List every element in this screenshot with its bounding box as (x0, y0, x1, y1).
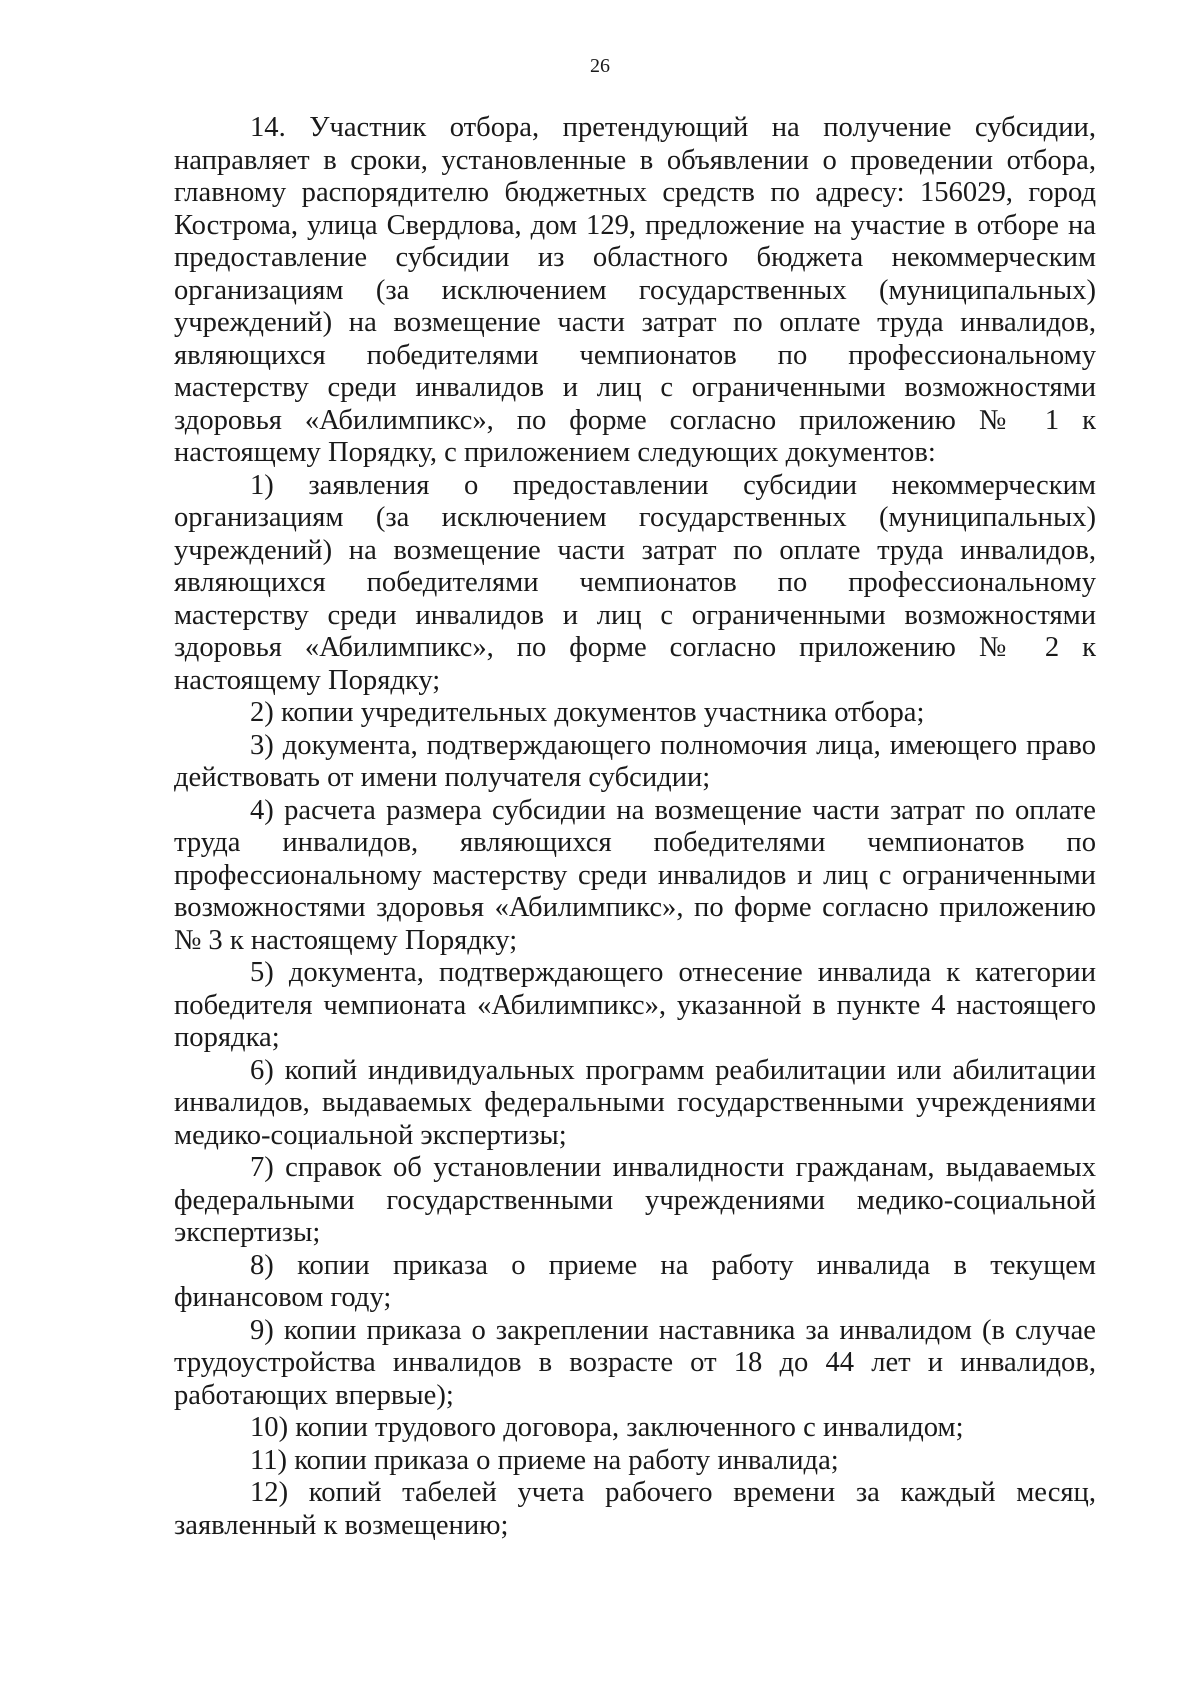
document-body (174, 112, 1096, 1542)
list-item-9: 9) копии приказа о закреплении наставника за инвалидом (в случае трудоустройства инвалидов в возрасте от 18 до 44 лет и инвалидов, работающих впервые); (174, 1314, 1096, 1411)
list-item-10: 10) копии трудового договора, заключенного с инвалидом; (250, 1412, 964, 1443)
list-item-11: 11) копии приказа о приеме на работу инвалида; (250, 1444, 839, 1476)
list-item-1: 1) заявления о предоставлении субсидии некоммерческим организациям (за исключением государственных (муниципальных) учреждений) на возмещение части затрат по оплате труда инвалидов, являющихся победителями чемпионатов по профессиональному мастерству среди инвалидов и лиц с ограниченными возможностями здоровья «Абилимпикс», по форме согласно приложению № 2 к настоящему Порядку; (174, 469, 1096, 696)
list-item-7: 7) справок об установлении инвалидности гражданам, выдаваемых федеральными государственными учреждениями медико-социальной экспертизы; (174, 1152, 1096, 1248)
list-item-12: 12) копий табелей учета рабочего времени за каждый месяц, заявленный к возмещению; (174, 1477, 1096, 1541)
paragraph-clause-14: 14. Участник отбора, претендующий на получение субсидии, направляет в сроки, установленные в объявлении о проведении отбора, главному распорядителю бюджетных средств по адресу: 156029, город Кострома, улица Свердлова, дом 129, предложение на участие в отборе на предоставление субсидии из областного бюджета некоммерческим организациям (за исключением государственных (муниципальных) учреждений) на возмещение части затрат по оплате труда инвалидов, являющихся победителями чемпионатов по профессиональному мастерству среди инвалидов и лиц с ограниченными возможностями здоровья «Абилимпикс», по форме согласно приложению № 1 к настоящему Порядку, с приложением следующих документов: (174, 112, 1096, 468)
list-item-2: 2) копии учредительных документов участника отбора; (250, 697, 925, 728)
list-item-4: 4) расчета размера субсидии на возмещение части затрат по оплате труда инвалидов, являющихся победителями чемпионатов по профессиональному мастерству среди инвалидов и лиц с ограниченными возможностями здоровья «Абилимпикс», по форме согласно приложению № 3 к настоящему Порядку; (174, 794, 1096, 956)
list-item-6: 6) копий индивидуальных программ реабилитации или абилитации инвалидов, выдаваемых федеральными государственными учреждениями медико-социальной экспертизы; (174, 1054, 1096, 1151)
list-item-3: 3) документа, подтверждающего полномочия лица, имеющего право действовать от имени получателя субсидии; (174, 729, 1096, 793)
page-number: 26 (590, 55, 610, 77)
list-item-8: 8) копии приказа о приеме на работу инвалида в текущем финансовом году; (174, 1249, 1096, 1313)
list-item-5: 5) документа, подтверждающего отнесение инвалида к категории победителя чемпионата «Абилимпикс», указанной в пункте 4 настоящего порядка; (174, 957, 1096, 1053)
